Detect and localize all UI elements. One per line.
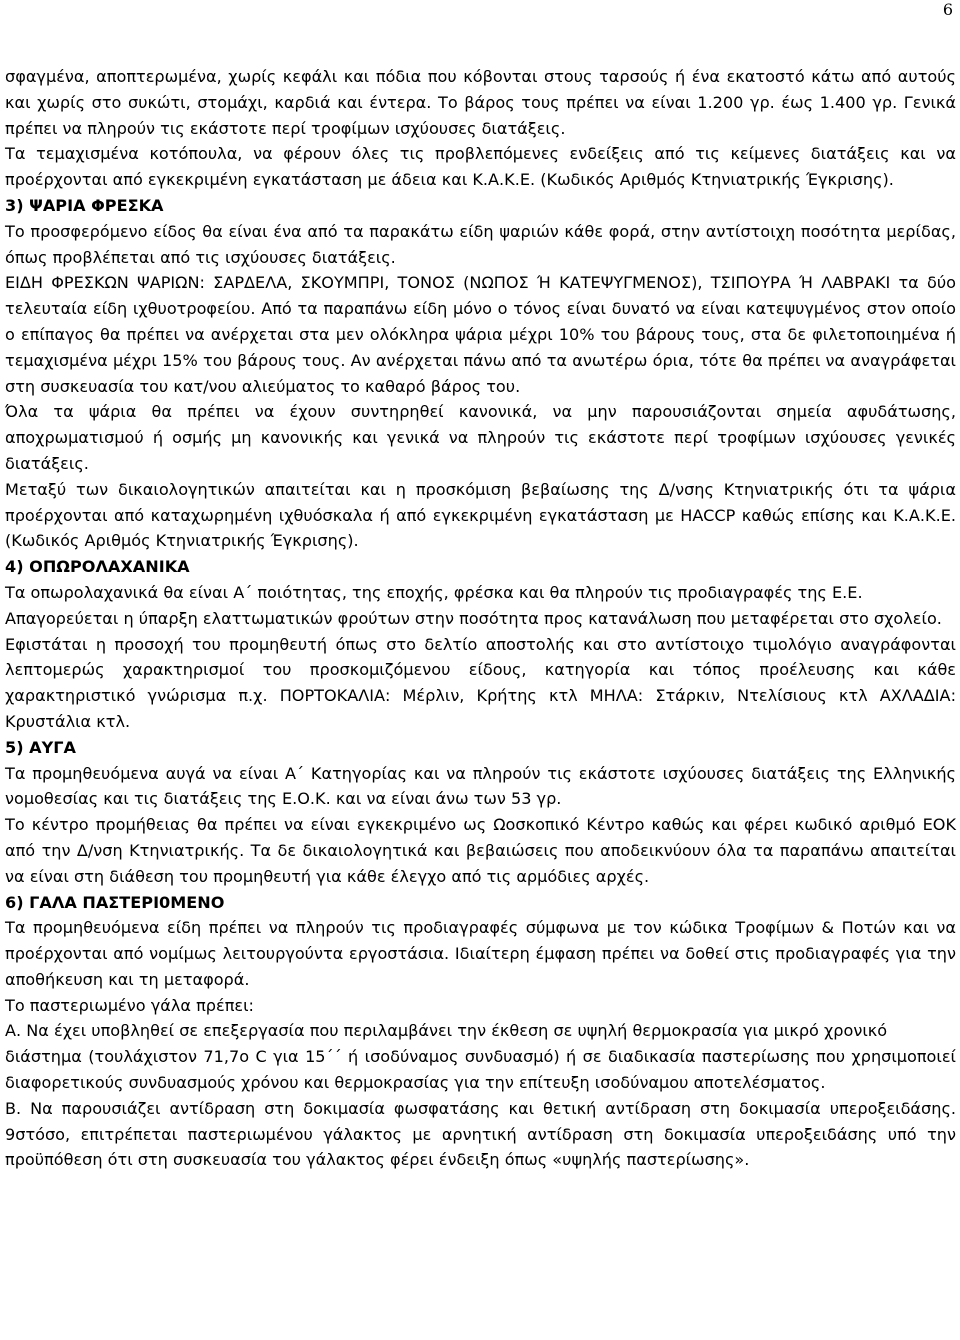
paragraph: σφαγμένα, αποπτερωμένα, χωρίς κεφάλι και πόδια που κόβονται στους ταρσούς ή ένα εκατοστό κάτω από αυτούς και χωρίς στο συκώτι, στομάχι, καρδιά και έντερα. Το βάρος τους πρέπει να είναι 1.200 γρ. έως 1.400 γρ. Γενικά πρέπει να πληρούν τις εκάστοτε περί τροφίμων ισχύουσες διατάξεις. bbox=[5, 67, 956, 138]
paragraph: Το κέντρο προμήθειας θα πρέπει να είναι εγκεκριμένο ως Ωοσκοπικό Κέντρο καθώς και φέρει κωδικό αριθμό ΕΟΚ από την Δ/νση Κτηνιατρικής. Τα δε δικαιολογητικά και βεβαιώσεις που αποδεικνύουν όλα τα παραπάνω απαιτείται να είναι στη διάθεση του προμηθευτή για κάθε έλεγχο από τις αρμόδιες αρχές. bbox=[5, 815, 956, 886]
paragraph: Μεταξύ των δικαιολογητικών απαιτείται και η προσκόμιση βεβαίωσης της Δ/νσης Κτηνιατρικής ότι τα ψάρια προέρχονται από καταχωρημένη ιχθυόσκαλα ή από εγκεκριμένη εγκατάσταση με HACCP καθώς επίσης και Κ.Α.Κ.Ε. (Κωδικός Αριθμός Κτηνιατρικής Έγκρισης). bbox=[5, 479, 956, 551]
paragraph: Το παστεριωμένο γάλα πρέπει: bbox=[5, 995, 254, 1015]
paragraph: Όλα τα ψάρια θα πρέπει να έχουν συντηρηθεί κανονικά, να μην παρουσιάζονται σημεία αφυδάτωσης, αποχρωματισμού ή οσμής μη κανονικής και γενικά να πληρούν τις εκάστοτε περί τροφίμων ισχύουσες γενικές διατάξεις. bbox=[5, 402, 956, 473]
paragraph: Τα προμηθευόμενα αυγά να είναι Α΄ Κατηγορίας και να πληρούν τις εκάστοτε ισχύουσες διατάξεις της Ελληνικής νομοθεσίας και τις διατάξεις της Ε.Ο.Κ. και να είναι άνω των 53 γρ. bbox=[5, 763, 956, 809]
paragraph: Τα προμηθευόμενα είδη πρέπει να πληρούν τις προδιαγραφές σύμφωνα με τον κώδικα Τροφίμων & Ποτών και να προέρχονται από νομίμως λειτουργούντα εργοστάσια. Ιδιαίτερη έμφαση πρέπει να δοθεί στις προδιαγραφές για την αποθήκευση και τη μεταφορά. bbox=[5, 918, 956, 989]
section-heading: 5) ΑΥΓΑ bbox=[5, 737, 76, 757]
paragraph: Απαγορεύεται η ύπαρξη ελαττωματικών φρούτων στην ποσότητα προς κατανάλωση που μεταφέρεται στο σχολείο. bbox=[5, 608, 942, 628]
paragraph: Εφιστάται η προσοχή του προμηθευτή όπως στο δελτίο αποστολής και στο αντίστοιχο τιμολόγιο αναγράφονται λεπτομερώς χαρακτηρισμοί του προσκομιζόμενου είδους, κατηγορία και τόπος προέλευσης και κάθε χαρακτηριστικό γνώρισμα π.χ. ΠΟΡΤΟΚΑΛΙΑ: Μέρλιν, Κρήτης κτλ ΜΗΛΑ: Στάρκιν, Ντελίσιους κτλ ΑΧΛΑΔΙΑ: Κρυστάλια κτλ. bbox=[5, 634, 956, 731]
paragraph: Α. Να έχει υποβληθεί σε επεξεργασία που περιλαμβάνει την έκθεση σε υψηλή θερμοκρασία για μικρό χρονικό bbox=[5, 1021, 888, 1041]
paragraph: διάστημα (τουλάχιστον 71,7ο C για 15΄΄ ή ισοδύναμος συνδυασμό) ή σε διαδικασία παστερίωσης που χρησιμοποιεί διαφορετικούς συνδυασμούς χρόνου και θερμοκρασίας για την επίτευξη ισοδύναμου αποτελέσματος. bbox=[5, 1047, 956, 1093]
section-heading: 4) ΟΠΩΡΟΛΑΧΑΝΙΚΑ bbox=[5, 557, 190, 577]
page-number: 6 bbox=[942, 0, 953, 19]
paragraph: Τα τεμαχισμένα κοτόπουλα, να φέρουν όλες τις προβλεπόμενες ενδείξεις από τις κείμενες διατάξεις και να προέρχονται από εγκεκριμένη εγκατάσταση με άδεια και Κ.Α.Κ.Ε. (Κωδικός Αριθμός Κτηνιατρικής Έγκρισης). bbox=[5, 144, 956, 190]
document-body bbox=[5, 64, 956, 1173]
paragraph: ΕΙΔΗ ΦΡΕΣΚΩΝ ΨΑΡΙΩΝ: ΣΑΡΔΕΛΑ, ΣΚΟΥΜΠΡΙ, ΤΟΝΟΣ (ΝΩΠΟΣ Ή ΚΑΤΕΨΥΓΜΕΝΟΣ), ΤΣΙΠΟΥΡΑ Ή ΛΑΒΡΑΚΙ τα δύο τελευταία είδη ιχθυοτροφείου. Από τα παραπάνω είδη μόνο ο τόνος είναι δυνατό να είναι κατεψυγμένος στον οποίο ο επίπαγος θα πρέπει να ανέρχεται στα μεν ολόκληρα ψάρια μέχρι 10% του βάρους τους, στα δε φιλετοποιημένα ή τεμαχισμένα μέχρι 15% του βάρους τους. Αν ανέρχεται πάνω από τα ανωτέρω όρια, τότε θα πρέπει να αναγράφεται στη συσκευασία του κατ/νου αλιεύματος το καθαρό βάρος του. bbox=[5, 273, 956, 396]
paragraph: Τα οπωρολαχανικά θα είναι Α΄ ποιότητας, της εποχής, φρέσκα και θα πληρούν τις προδιαγραφές της Ε.Ε. bbox=[5, 582, 863, 602]
section-heading: 6) ΓΑΛΑ ΠΑΣΤΕΡΙ0ΜΕΝΟ bbox=[5, 892, 225, 912]
paragraph: Το προσφερόμενο είδος θα είναι ένα από τα παρακάτω είδη ψαριών κάθε φορά, στην αντίστοιχη ποσότητα μερίδας, όπως προβλέπεται από τις ισχύουσες διατάξεις. bbox=[5, 221, 956, 267]
paragraph: Β. Να παρουσιάζει αντίδραση στη δοκιμασία φωσφατάσης και θετική αντίδραση στη δοκιμασία υπεροξειδάσης. 9στόσο, επιτρέπεται παστεριωμένου γάλακτος με αρνητική αντίδραση στη δοκιμασία υπεροξειδάσης υπό την προϋπόθεση ότι στη συσκευασία του γάλακτος φέρει ένδειξη όπως «υψηλής παστερίωσης». bbox=[5, 1098, 956, 1170]
section-heading: 3) ΨΑΡΙΑ ΦΡΕΣΚΑ bbox=[5, 195, 164, 215]
